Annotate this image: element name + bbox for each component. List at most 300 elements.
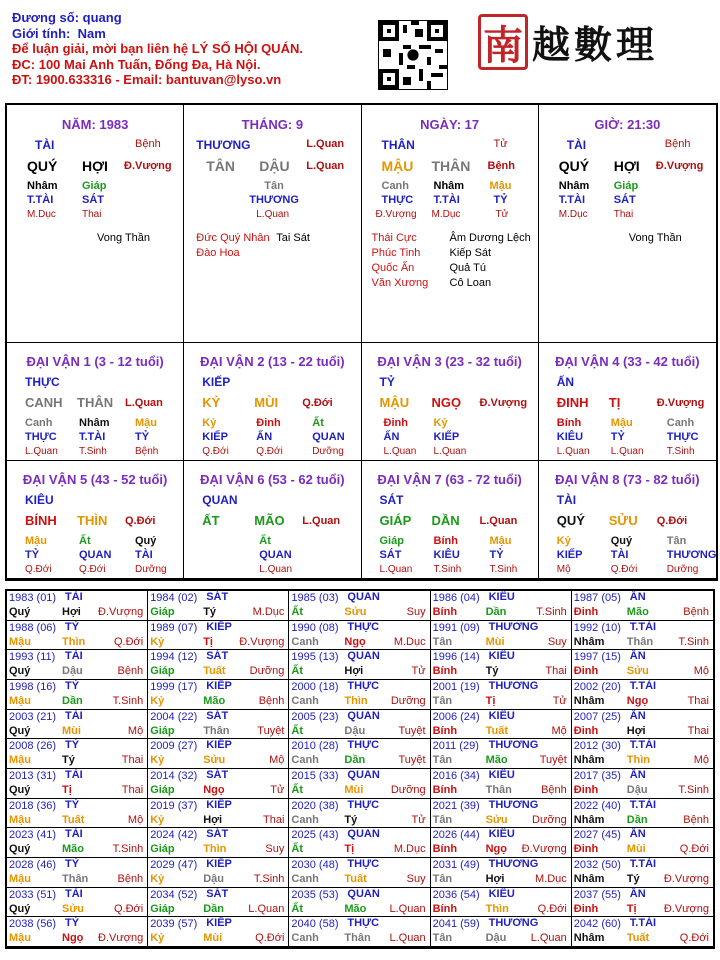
year-cell <box>431 799 572 829</box>
dai-van-hidden-phase: L.Quan <box>25 446 58 457</box>
pillar-star: TÀI <box>566 138 587 152</box>
year-chi: Ngọ <box>485 843 507 856</box>
dai-van-phase: L.Quan <box>479 515 518 527</box>
year-can: Đinh <box>573 902 599 915</box>
year-cell <box>289 828 430 858</box>
year-cell <box>431 888 572 918</box>
dai-van-title: ĐẠI VẬN 3 (23 - 32 tuổi) <box>377 354 522 369</box>
year-star: KIẾP <box>206 739 232 752</box>
dai-van-hidden-phase: T.Sinh <box>433 564 462 575</box>
year-phase: Tuyệt <box>257 724 285 737</box>
year-cell <box>7 917 148 947</box>
dai-van-hidden-phase: Q.Đới <box>256 446 283 457</box>
year-chi: Mão <box>62 843 84 856</box>
dai-van-title: ĐẠI VẬN 8 (73 - 82 tuổi) <box>555 472 700 487</box>
hidden-star: SÁT <box>82 194 104 206</box>
year-phase: T.Sinh <box>112 694 144 707</box>
year-chi: Thân <box>626 635 654 648</box>
year-star: THƯƠNG <box>488 620 539 633</box>
year-cell <box>148 828 289 858</box>
name-label: Đương số: <box>12 10 80 25</box>
year-cell <box>148 591 289 621</box>
year-phase: Mộ <box>693 665 709 678</box>
year-can: Quý <box>9 902 31 915</box>
gender-label: Giới tính: <box>12 25 71 41</box>
year-chi: Ngọ <box>203 783 225 796</box>
dai-van-can: MẬU <box>379 395 410 410</box>
year-label: 1988 (06) <box>9 621 57 634</box>
dai-van-hidden-star: QUAN <box>312 431 345 443</box>
year-label: 1985 (03) <box>291 592 339 604</box>
year-phase: Suy <box>265 843 285 856</box>
year-chi: Mão <box>203 694 226 707</box>
dai-van-phase: Đ.Vượng <box>479 397 528 409</box>
year-label: 2013 (31) <box>9 769 57 782</box>
year-star: ẤN <box>629 591 646 603</box>
dai-van-phase: Q.Đới <box>125 515 156 527</box>
year-label: 2020 (38) <box>291 799 339 812</box>
dai-van-can: ẤT <box>202 513 220 528</box>
year-can: Quý <box>9 724 31 737</box>
dai-van-hidden-star: KIẾP <box>202 431 228 443</box>
year-can: Nhâm <box>573 754 605 767</box>
year-can: Giáp <box>150 606 175 618</box>
spirit-star: Quốc Ấn <box>371 262 415 274</box>
pillar-chi-phase: Đ.Vượng <box>655 160 704 172</box>
dai-van-hidden-star: TỶ <box>489 549 504 561</box>
dai-van-cell <box>539 461 716 579</box>
dai-van-hidden-stem: Kỷ <box>433 417 448 429</box>
year-phase: Đ.Vượng <box>239 635 285 648</box>
dai-van-can: BÍNH <box>25 513 57 528</box>
pillar-phase: Bệnh <box>135 138 161 150</box>
year-chi: Dậu <box>626 783 648 796</box>
year-can: Nhâm <box>573 694 605 707</box>
year-can: Bính <box>432 843 458 856</box>
year-phase: Đ.Vượng <box>521 843 567 856</box>
year-can: Canh <box>291 932 319 945</box>
year-label: 2019 (37) <box>150 799 198 812</box>
year-chi: Tuất <box>62 813 85 826</box>
year-can: Canh <box>291 694 319 707</box>
hidden-star: THƯƠNG <box>249 194 299 206</box>
year-star: QUAN <box>347 828 380 841</box>
year-can: Đinh <box>573 606 599 618</box>
dai-van-hidden-stem: Canh <box>666 417 695 429</box>
year-star: THỰC <box>347 739 380 752</box>
year-label: 2002 (20) <box>573 680 621 693</box>
year-star: T.TÀI <box>629 798 657 811</box>
dai-van-star: ẤN <box>556 375 575 389</box>
hidden-stem: Mậu <box>489 180 512 192</box>
year-label: 1990 (08) <box>291 621 339 634</box>
year-phase: Suy <box>406 872 426 885</box>
year-label: 1987 (05) <box>573 592 621 604</box>
dai-van-hidden-stem: Bính <box>556 417 582 429</box>
year-star: TÀI <box>65 768 83 781</box>
pillar-chi: HỢI <box>82 158 108 174</box>
year-label: 2015 (33) <box>291 769 339 782</box>
dai-van-hidden-star: THỰC <box>666 431 699 443</box>
pillar-phase: L.Quan <box>306 138 345 150</box>
dai-van-star: THỰC <box>25 375 60 389</box>
year-cell <box>148 650 289 680</box>
year-chi: Sửu <box>626 665 649 678</box>
year-label: 2029 (47) <box>150 858 198 871</box>
header-info <box>12 10 303 88</box>
year-phase: Dưỡng <box>390 783 426 796</box>
year-can: Kỷ <box>150 872 165 885</box>
year-can: Bính <box>432 902 458 915</box>
dai-van-chi: MÃO <box>254 513 285 528</box>
year-can: Canh <box>291 635 319 648</box>
year-phase: Q.Đới <box>537 902 567 915</box>
pillar-star: THƯƠNG <box>196 138 251 152</box>
year-cell <box>148 769 289 799</box>
pillar-month <box>184 105 361 343</box>
year-chi: Tuất <box>344 872 367 885</box>
year-star: TÀI <box>65 591 83 603</box>
year-cell <box>7 858 148 888</box>
year-can: Ất <box>291 843 303 856</box>
dai-van-phase: Đ.Vượng <box>656 397 705 409</box>
dai-van-hidden-phase: Q.Đới <box>610 564 638 575</box>
dai-van-cell <box>362 343 539 461</box>
year-chi: Tị <box>626 902 637 915</box>
spirit-star: Âm Dương Lệch <box>449 232 531 244</box>
year-star: SÁT <box>206 709 229 722</box>
year-phase: T.Sinh <box>112 843 144 856</box>
pillar-title: THÁNG: 9 <box>241 117 304 132</box>
year-chi: Mùi <box>203 932 223 945</box>
dai-van-can: CANH <box>25 395 63 410</box>
year-label: 2009 (27) <box>150 740 198 753</box>
year-chi: Sửu <box>203 754 226 767</box>
year-label: 2033 (51) <box>9 888 57 901</box>
year-label: 1997 (15) <box>573 651 621 664</box>
pillar-can: QUÝ <box>558 158 590 174</box>
year-can: Mậu <box>9 635 31 648</box>
hidden-stem: Tân <box>264 180 284 192</box>
year-cell <box>7 650 148 680</box>
year-phase: M.Dục <box>252 606 285 618</box>
dai-van-hidden-stem: Mậu <box>610 417 633 429</box>
year-phase: Q.Đới <box>255 932 285 945</box>
year-star: KIẾP <box>206 798 232 811</box>
spirit-star: Cô Loan <box>449 277 492 289</box>
year-label: 2012 (30) <box>573 740 621 753</box>
year-phase: Đ.Vượng <box>98 932 144 945</box>
year-star: ẤN <box>629 709 646 722</box>
year-cell <box>289 739 430 769</box>
year-phase: Bệnh <box>683 813 709 826</box>
dai-van-hidden-phase: Mộ <box>556 564 571 575</box>
year-chi: Thìn <box>62 635 86 648</box>
year-phase: Mộ <box>551 724 567 737</box>
year-label: 1995 (13) <box>291 651 339 664</box>
year-phase: Bệnh <box>541 783 567 796</box>
year-chi: Dần <box>203 902 224 915</box>
dai-van-hidden-phase: Dưỡng <box>135 564 167 575</box>
year-phase: Q.Đới <box>113 635 144 648</box>
year-chi: Tuất <box>485 724 508 737</box>
hidden-star: T.TÀI <box>27 194 54 206</box>
year-cell <box>7 888 148 918</box>
year-star: KIÊU <box>488 650 515 663</box>
year-label: 2010 (28) <box>291 740 339 753</box>
year-chi: Mão <box>626 606 649 618</box>
year-star: TÀI <box>65 828 83 841</box>
year-star: QUAN <box>347 887 380 900</box>
year-cell <box>7 591 148 621</box>
year-star: SÁT <box>206 768 229 781</box>
year-star: ẤN <box>629 768 646 781</box>
year-phase: Tuyệt <box>539 754 567 767</box>
year-cell <box>431 828 572 858</box>
year-label: 2025 (43) <box>291 829 339 842</box>
year-label: 2031 (49) <box>432 858 480 871</box>
year-cell <box>572 828 713 858</box>
year-star: T.TÀI <box>629 739 657 752</box>
year-cell <box>289 888 430 918</box>
year-chi: Dần <box>344 754 366 767</box>
pillar-day <box>362 105 539 343</box>
dai-van-hidden-star: KIẾP <box>433 431 460 443</box>
year-label: 2038 (56) <box>9 918 57 931</box>
year-can: Tân <box>432 872 453 885</box>
year-label: 2030 (48) <box>291 858 339 871</box>
hidden-phase: M.Dục <box>431 209 461 220</box>
dai-van-star: QUAN <box>202 493 238 507</box>
year-cell <box>431 769 572 799</box>
year-label: 1986 (04) <box>432 592 480 604</box>
year-label: 2000 (18) <box>291 680 339 693</box>
year-phase: Q.Đới <box>679 843 709 856</box>
dai-van-hidden-stem: Ất <box>312 417 324 429</box>
dai-van-hidden-phase: L.Quan <box>433 446 467 457</box>
year-phase: Tử <box>411 665 426 678</box>
dai-van-hidden-stem: Mậu <box>25 535 47 547</box>
dai-van-title: ĐẠI VẬN 4 (33 - 42 tuổi) <box>555 354 700 369</box>
hidden-phase: M.Dục <box>27 209 56 220</box>
year-chi: Thìn <box>485 902 509 915</box>
dai-van-phase: Q.Đới <box>656 515 688 527</box>
year-chi: Dậu <box>344 724 366 737</box>
year-chi: Hợi <box>62 606 81 618</box>
year-cell <box>148 799 289 829</box>
year-cell <box>572 650 713 680</box>
dai-van-hidden-phase: T.Sinh <box>79 446 107 457</box>
year-label: 1992 (10) <box>573 621 621 634</box>
year-can: Ất <box>291 783 303 796</box>
year-can: Đinh <box>573 665 599 678</box>
spirit-star: Vong Thần <box>628 232 682 244</box>
year-label: 1989 (07) <box>150 621 198 634</box>
spirit-star: Quả Tú <box>449 262 486 274</box>
year-star: T.TÀI <box>629 679 657 692</box>
year-cell <box>572 680 713 710</box>
year-chi: Tý <box>62 754 75 767</box>
dai-van-hidden-star: TỶ <box>610 431 625 443</box>
dai-van-hidden-star: KIÊU <box>433 549 460 561</box>
dai-van-star: SÁT <box>379 493 404 507</box>
hidden-stem: Nhâm <box>558 180 590 192</box>
year-chi: Dần <box>626 813 648 826</box>
pillar-can: TÂN <box>206 158 236 174</box>
dai-van-hidden-star: KIÊU <box>556 431 584 443</box>
year-phase: Suy <box>406 606 426 618</box>
hidden-star: T.TÀI <box>558 194 586 206</box>
year-chi: Mão <box>344 902 367 915</box>
year-star: SÁT <box>206 887 229 900</box>
dai-van-cell <box>362 461 539 579</box>
year-star: SÁT <box>206 650 229 663</box>
year-cell <box>289 650 430 680</box>
year-phase: Thai <box>121 754 144 767</box>
year-phase: Thai <box>687 694 709 707</box>
year-phase: Thai <box>262 813 285 826</box>
dai-van-hidden-phase: Q.Đới <box>202 446 229 457</box>
year-label: 2028 (46) <box>9 858 57 871</box>
year-can: Tân <box>432 754 453 767</box>
dai-van-hidden-stem: Bính <box>433 535 458 547</box>
dai-van-hidden-phase: Dưỡng <box>666 564 699 575</box>
year-chi: Dậu <box>203 872 224 885</box>
year-can: Quý <box>9 606 31 618</box>
dai-van-hidden-star: THƯƠNG <box>666 549 716 561</box>
pillar-can: MẬU <box>381 158 414 174</box>
year-star: TỶ <box>65 798 80 811</box>
year-cell <box>148 739 289 769</box>
year-star: QUAN <box>347 650 380 663</box>
year-label: 2004 (22) <box>150 710 198 723</box>
year-can: Đinh <box>573 783 599 796</box>
dai-van-star: TỶ <box>379 375 395 389</box>
year-can: Nhâm <box>573 635 605 648</box>
dai-van-hidden-stem: Mậu <box>489 535 512 547</box>
year-cell <box>7 828 148 858</box>
dai-van-hidden-stem: Kỷ <box>556 535 571 547</box>
year-chi: Thân <box>344 932 371 945</box>
year-cell <box>431 858 572 888</box>
year-chi: Tị <box>485 694 496 707</box>
year-label: 2017 (35) <box>573 769 621 782</box>
year-star: KIẾP <box>206 917 232 930</box>
year-cell <box>7 680 148 710</box>
year-label: 2022 (40) <box>573 799 621 812</box>
pillar-grid <box>5 103 718 581</box>
year-phase: M.Dục <box>393 635 426 648</box>
dai-van-hidden-star: THỰC <box>25 431 57 443</box>
name-value: quang <box>82 10 122 25</box>
seal-char: 南 <box>483 21 523 69</box>
year-can: Quý <box>9 843 31 856</box>
dai-van-chi: NGỌ <box>431 395 462 410</box>
pillar-title: NGÀY: 17 <box>420 117 480 132</box>
year-can: Nhâm <box>573 813 605 826</box>
year-label: 2034 (52) <box>150 888 198 901</box>
year-phase: T.Sinh <box>536 606 567 618</box>
year-phase: Mộ <box>127 813 144 826</box>
dai-van-chi: DẦN <box>431 513 460 528</box>
year-cell <box>431 621 572 651</box>
qr-code-icon[interactable] <box>378 20 448 90</box>
year-label: 2035 (53) <box>291 888 339 901</box>
year-phase: M.Dục <box>393 843 426 856</box>
year-can: Kỷ <box>150 694 165 707</box>
year-label: 2039 (57) <box>150 918 198 931</box>
year-chi: Mùi <box>626 843 646 856</box>
year-chi: Tý <box>344 813 358 826</box>
year-star: KIẾP <box>206 679 232 692</box>
dai-van-can: KỶ <box>202 395 221 410</box>
year-star: KIÊU <box>488 887 515 900</box>
dai-van-cell <box>539 343 716 461</box>
year-chi: Thìn <box>344 694 368 707</box>
dai-van-cell <box>184 343 361 461</box>
year-chi: Hợi <box>626 724 646 737</box>
hidden-star: TỶ <box>493 194 508 206</box>
dai-van-title: ĐẠI VẬN 2 (13 - 22 tuổi) <box>200 354 345 369</box>
dai-van-can: GIÁP <box>379 513 412 528</box>
dai-van-hidden-star: QUAN <box>259 549 292 561</box>
pillar-year <box>7 105 184 343</box>
year-label: 2023 (41) <box>9 829 57 842</box>
year-chi: Dậu <box>62 665 83 678</box>
year-label: 2024 (42) <box>150 829 198 842</box>
dai-van-hidden-stem: Ất <box>79 535 91 547</box>
dai-van-title: ĐẠI VẬN 6 (53 - 62 tuổi) <box>200 472 345 487</box>
year-can: Mậu <box>9 694 31 707</box>
dai-van-cell <box>184 461 361 579</box>
dai-van-hidden-stem: Quý <box>610 535 633 547</box>
year-star: THỰC <box>347 679 380 692</box>
year-phase: Dưỡng <box>390 694 426 707</box>
year-star: THƯƠNG <box>488 679 539 692</box>
hidden-star: SÁT <box>613 194 636 206</box>
dai-van-hidden-star: TÀI <box>610 549 629 561</box>
brand-logo: 越數理 <box>532 22 659 67</box>
dai-van-phase: Q.Đới <box>302 397 333 409</box>
year-phase: L.Quan <box>530 932 567 945</box>
year-chi: Ngọ <box>62 932 84 945</box>
year-star: TÀI <box>65 887 83 900</box>
year-cell <box>148 858 289 888</box>
year-label: 1996 (14) <box>432 651 480 664</box>
year-label: 2001 (19) <box>432 680 480 693</box>
year-label: 1993 (11) <box>9 651 56 664</box>
pillar-title: NĂM: 1983 <box>61 117 129 132</box>
year-cell <box>289 621 430 651</box>
annual-grid <box>5 589 715 949</box>
year-star: THỰC <box>347 857 380 870</box>
dai-van-chi: MÙI <box>254 395 279 410</box>
year-phase: Q.Đới <box>113 902 144 915</box>
contact-line-3: ĐT: 1900.633316 - Email: bantuvan@lyso.vn <box>12 72 282 87</box>
year-chi: Tị <box>62 783 72 796</box>
year-cell <box>572 888 713 918</box>
contact-line-2: ĐC: 100 Mai Anh Tuấn, Đống Đa, Hà Nội. <box>12 56 261 72</box>
spirit-star: Phúc Tinh <box>371 247 421 259</box>
year-cell <box>289 680 430 710</box>
spirit-star: Văn Xương <box>371 277 429 289</box>
year-can: Giáp <box>150 902 175 915</box>
year-chi: Ngọ <box>344 635 366 648</box>
dai-van-hidden-stem: Ất <box>259 535 271 547</box>
year-label: 1999 (17) <box>150 680 198 693</box>
year-can: Ất <box>291 665 303 678</box>
year-phase: Bệnh <box>258 694 285 707</box>
